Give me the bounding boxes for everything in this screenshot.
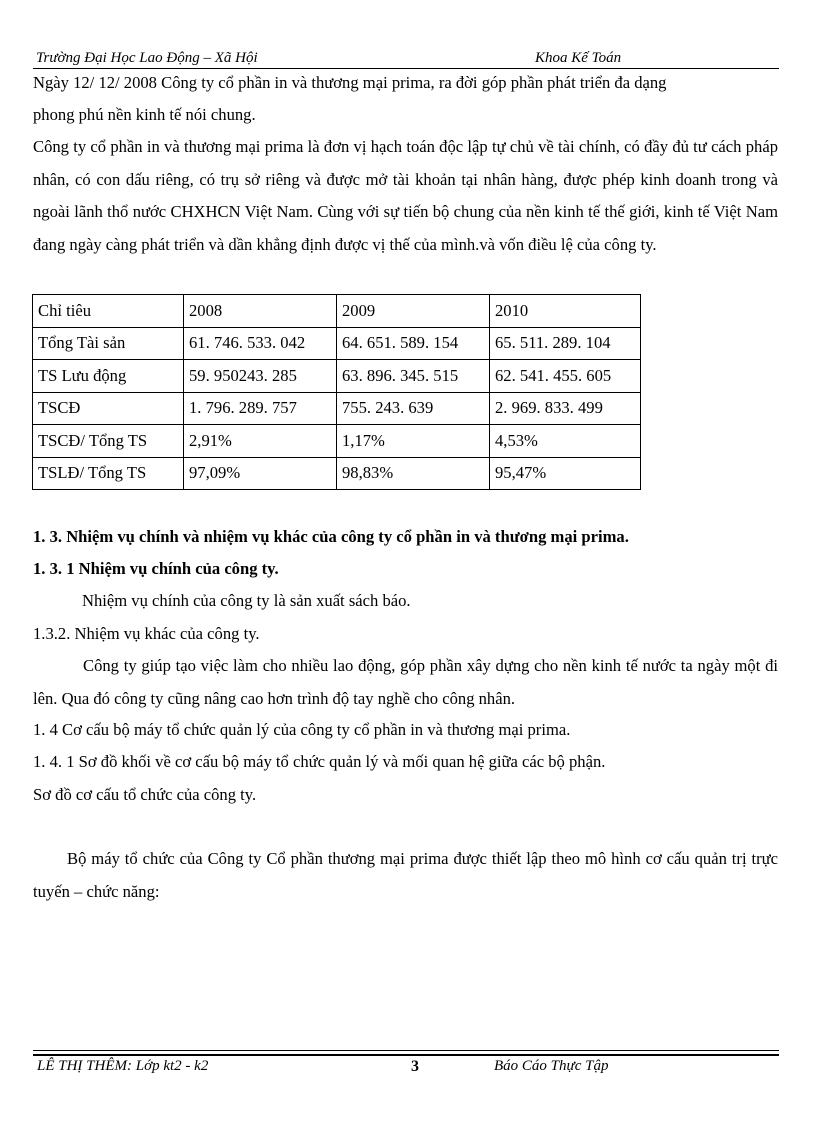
table-header-cell: 2008: [184, 295, 337, 328]
intro-line-2: phong phú nền kinh tế nói chung.: [33, 105, 256, 124]
page-number: 3: [411, 1058, 419, 1075]
table-cell: 1,17%: [337, 425, 490, 458]
table-cell: 65. 511. 289. 104: [490, 327, 641, 360]
footer-rule-thick: [33, 1054, 779, 1056]
capital-table: [32, 294, 641, 490]
section-1-3-2-text: Công ty giúp tạo việc làm cho nhiều lao động, góp phần xây dựng cho nền kinh tế nước ta ngày một đi lên. Qua đó công ty cũng nâng cao hơn trình độ tay nghề cho công nhân.: [33, 656, 778, 708]
table-cell: 755. 243. 639: [337, 392, 490, 425]
table-header-cell: 2010: [490, 295, 641, 328]
closing-paragraph: Bộ máy tổ chức của Công ty Cổ phần thương mại prima được thiết lập theo mô hình cơ cấu quản trị trực tuyến – chức năng:: [33, 849, 778, 901]
footer-report-title: Báo Cáo Thực Tập: [494, 1058, 609, 1074]
table-cell: 95,47%: [490, 457, 641, 490]
table-cell: 63. 896. 345. 515: [337, 360, 490, 393]
table-row: [33, 392, 641, 425]
table-row: [33, 360, 641, 393]
table-cell: 2,91%: [184, 425, 337, 458]
section-1-3-1-heading: 1. 3. 1 Nhiệm vụ chính của công ty.: [33, 559, 279, 578]
intro-paragraph-2: Công ty cổ phần in và thương mại prima là đơn vị hạch toán độc lập tự chủ về tài chính, có đầy đủ tư cách pháp nhân, có con dấu riêng, có trụ sở riêng và được mở tài khoản tại nhân hàng, được phép kinh doanh trong và ngoài lãnh thổ nước CHXHCN Việt Nam. Cùng với sự tiến bộ chung của nền kinh tế thế giới, kinh tế Việt Nam đang ngày càng phát triển và dần khẳng định được vị thế của mình.và vốn điều lệ của công ty.: [33, 137, 778, 254]
table-cell: 59. 950243. 285: [184, 360, 337, 393]
section-1-4-heading: 1. 4 Cơ cấu bộ máy tổ chức quản lý của công ty cổ phần in và thương mại prima.: [33, 720, 571, 739]
table-row: [33, 457, 641, 490]
table-row: [33, 425, 641, 458]
table-cell: 1. 796. 289. 757: [184, 392, 337, 425]
header-department: Khoa Kế Toán: [535, 50, 622, 66]
table-cell: TSCĐ: [33, 392, 184, 425]
table-cell: 62. 541. 455. 605: [490, 360, 641, 393]
table-cell: 4,53%: [490, 425, 641, 458]
table-cell: TS Lưu động: [33, 360, 184, 393]
table-header-row: [33, 295, 641, 328]
table-cell: TSCĐ/ Tổng TS: [33, 425, 184, 458]
table-header-cell: Chỉ tiêu: [33, 295, 184, 328]
table-cell: Tổng Tài sản: [33, 327, 184, 360]
table-cell: 2. 969. 833. 499: [490, 392, 641, 425]
diagram-caption: Sơ đồ cơ cấu tổ chức của công ty.: [33, 785, 257, 804]
table-cell: 61. 746. 533. 042: [184, 327, 337, 360]
table-header-cell: 2009: [337, 295, 490, 328]
section-1-3-1-text: Nhiệm vụ chính của công ty là sản xuất sách báo.: [82, 591, 411, 610]
section-1-3-2-heading: 1.3.2. Nhiệm vụ khác của công ty.: [33, 624, 260, 643]
intro-line-1: Ngày 12/ 12/ 2008 Công ty cổ phần in và thương mại prima, ra đời góp phần phát triển đa dạng: [33, 73, 667, 92]
table-row: [33, 327, 641, 360]
footer-rule-thin: [33, 1050, 779, 1051]
table-cell: 98,83%: [337, 457, 490, 490]
section-1-4-1-heading: 1. 4. 1 Sơ đồ khối về cơ cấu bộ máy tổ chức quản lý và mối quan hệ giữa các bộ phận.: [33, 752, 606, 771]
header-university: Trường Đại Học Lao Động – Xã Hội: [36, 50, 258, 66]
table-cell: 64. 651. 589. 154: [337, 327, 490, 360]
section-1-3-heading: 1. 3. Nhiệm vụ chính và nhiệm vụ khác của công ty cổ phần in và thương mại prima.: [33, 527, 629, 546]
table-cell: 97,09%: [184, 457, 337, 490]
table-cell: TSLĐ/ Tổng TS: [33, 457, 184, 490]
footer-author: LÊ THỊ THÊM: Lớp kt2 - k2: [37, 1058, 209, 1074]
